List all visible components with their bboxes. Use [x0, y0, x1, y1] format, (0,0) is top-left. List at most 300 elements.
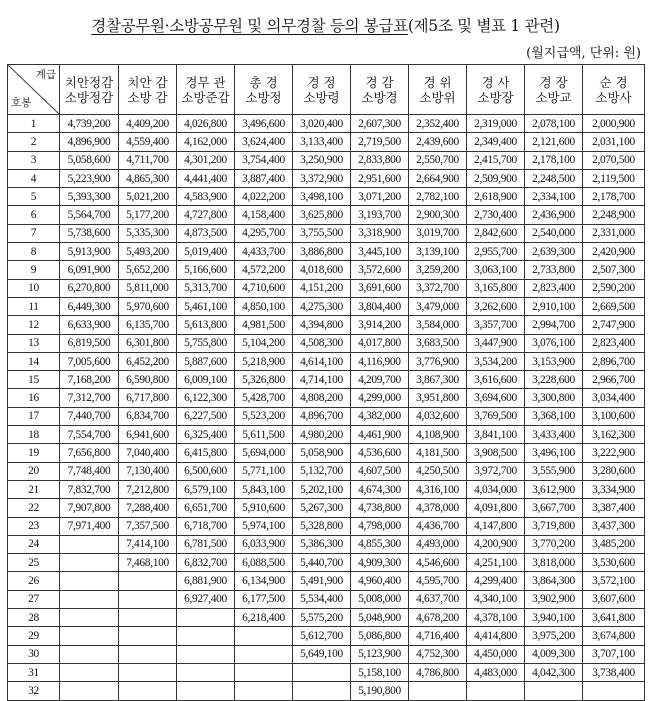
- salary-cell: [119, 645, 177, 663]
- salary-cell: 4,980,200: [293, 426, 351, 444]
- unit-note: (월지급액, 단위: 원): [526, 46, 641, 61]
- salary-cell: 5,190,800: [351, 682, 409, 700]
- salary-cell: 3,754,400: [235, 151, 293, 169]
- salary-cell: 3,357,700: [467, 316, 525, 334]
- salary-cell: [60, 682, 119, 700]
- salary-cell: 2,900,300: [409, 206, 467, 224]
- step-cell: 15: [8, 371, 60, 389]
- salary-cell: 3,534,200: [467, 352, 525, 370]
- salary-cell: 6,325,400: [177, 426, 235, 444]
- header-row: [8, 65, 645, 115]
- salary-cell: 3,886,800: [293, 243, 351, 261]
- salary-cell: 3,479,000: [409, 297, 467, 315]
- salary-cell: 5,335,300: [119, 224, 177, 242]
- salary-cell: 6,633,900: [60, 316, 119, 334]
- salary-cell: 3,318,900: [351, 224, 409, 242]
- column-header: [467, 65, 525, 115]
- salary-cell: 4,808,200: [293, 389, 351, 407]
- police-rank: 경 감: [365, 74, 394, 90]
- salary-cell: 5,132,700: [293, 462, 351, 480]
- step-cell: 16: [8, 389, 60, 407]
- salary-cell: [60, 535, 119, 553]
- step-cell: 30: [8, 645, 60, 663]
- salary-cell: 5,910,600: [235, 499, 293, 517]
- column-header: [235, 65, 293, 115]
- salary-cell: 4,414,800: [467, 627, 525, 645]
- step-cell: 11: [8, 297, 60, 315]
- salary-cell: 3,719,800: [525, 517, 583, 535]
- salary-cell: 7,414,100: [119, 535, 177, 553]
- salary-cell: 6,415,800: [177, 444, 235, 462]
- fire-rank: 소방경: [361, 89, 398, 105]
- salary-cell: 3,259,200: [409, 261, 467, 279]
- salary-cell: 3,262,600: [467, 297, 525, 315]
- salary-cell: 3,584,000: [409, 316, 467, 334]
- salary-cell: 3,738,400: [583, 663, 645, 681]
- salary-cell: 5,218,900: [235, 352, 293, 370]
- salary-cell: 3,694,600: [467, 389, 525, 407]
- salary-cell: 5,008,000: [351, 590, 409, 608]
- step-label: 호봉: [11, 97, 32, 109]
- salary-cell: 4,378,100: [467, 609, 525, 627]
- salary-cell: 4,378,000: [409, 499, 467, 517]
- salary-cell: 3,691,600: [351, 279, 409, 297]
- salary-cell: 2,782,100: [409, 188, 467, 206]
- step-cell: 14: [8, 352, 60, 370]
- police-rank: 치안 감: [127, 74, 168, 90]
- salary-cell: 3,755,500: [293, 224, 351, 242]
- salary-cell: 4,340,100: [467, 590, 525, 608]
- salary-cell: 5,328,800: [293, 517, 351, 535]
- police-rank: 경 정: [307, 74, 336, 90]
- salary-cell: 5,021,200: [119, 188, 177, 206]
- table-row: [8, 499, 645, 517]
- salary-cell: 2,833,800: [351, 151, 409, 169]
- salary-cell: [119, 609, 177, 627]
- table-row: [8, 115, 645, 133]
- salary-cell: 4,536,600: [351, 444, 409, 462]
- salary-cell: 4,034,000: [467, 480, 525, 498]
- step-cell: 2: [8, 133, 60, 151]
- salary-cell: 5,267,300: [293, 499, 351, 517]
- salary-cell: 3,908,500: [467, 444, 525, 462]
- salary-cell: 5,575,200: [293, 609, 351, 627]
- salary-cell: 3,165,800: [467, 279, 525, 297]
- salary-cell: 4,461,900: [351, 426, 409, 444]
- salary-cell: 4,546,600: [409, 554, 467, 572]
- salary-cell: [293, 682, 351, 700]
- salary-cell: 3,625,800: [293, 206, 351, 224]
- table-row: [8, 188, 645, 206]
- salary-cell: 6,009,100: [177, 371, 235, 389]
- step-cell: 13: [8, 334, 60, 352]
- table-row: [8, 627, 645, 645]
- salary-cell: 4,716,400: [409, 627, 467, 645]
- salary-cell: 2,618,900: [467, 188, 525, 206]
- step-cell: 1: [8, 115, 60, 133]
- salary-cell: 4,595,700: [409, 572, 467, 590]
- salary-cell: 3,572,100: [583, 572, 645, 590]
- column-header: [60, 65, 119, 115]
- salary-cell: 2,639,300: [525, 243, 583, 261]
- salary-cell: 5,649,100: [293, 645, 351, 663]
- column-header: [119, 65, 177, 115]
- salary-cell: 7,357,500: [119, 517, 177, 535]
- table-row: [8, 572, 645, 590]
- salary-cell: [177, 645, 235, 663]
- salary-cell: [119, 627, 177, 645]
- table-row: [8, 426, 645, 444]
- table-row: [8, 151, 645, 169]
- salary-cell: 6,088,500: [235, 554, 293, 572]
- salary-cell: 4,855,300: [351, 535, 409, 553]
- salary-cell: 3,280,600: [583, 462, 645, 480]
- police-rank: 순 경: [599, 74, 628, 90]
- salary-cell: 3,612,900: [525, 480, 583, 498]
- salary-cell: 5,223,900: [60, 169, 119, 187]
- column-header: [583, 65, 645, 115]
- salary-cell: 2,070,500: [583, 151, 645, 169]
- salary-cell: [60, 609, 119, 627]
- salary-cell: 5,974,100: [235, 517, 293, 535]
- salary-cell: 2,352,400: [409, 115, 467, 133]
- salary-cell: 4,299,000: [351, 389, 409, 407]
- salary-cell: 3,530,600: [583, 554, 645, 572]
- salary-cell: 6,718,700: [177, 517, 235, 535]
- salary-cell: 3,250,900: [293, 151, 351, 169]
- salary-cell: 4,147,800: [467, 517, 525, 535]
- salary-cell: 7,040,400: [119, 444, 177, 462]
- fire-rank: 소방사: [595, 89, 632, 105]
- salary-cell: 4,752,300: [409, 645, 467, 663]
- salary-cell: 5,523,200: [235, 407, 293, 425]
- salary-cell: 3,496,100: [525, 444, 583, 462]
- table-row: [8, 444, 645, 462]
- salary-cell: 4,209,700: [351, 371, 409, 389]
- salary-cell: 3,498,100: [293, 188, 351, 206]
- police-rank: 총 경: [249, 74, 278, 90]
- police-rank: 경무 관: [185, 74, 226, 90]
- salary-cell: 3,153,900: [525, 352, 583, 370]
- salary-cell: 2,669,500: [583, 297, 645, 315]
- salary-cell: 3,641,800: [583, 609, 645, 627]
- police-rank: 경 사: [481, 74, 510, 90]
- step-cell: 9: [8, 261, 60, 279]
- salary-cell: 3,804,400: [351, 297, 409, 315]
- table-row: [8, 297, 645, 315]
- salary-cell: [177, 609, 235, 627]
- table-row: [8, 590, 645, 608]
- salary-cell: 3,071,200: [351, 188, 409, 206]
- salary-cell: 4,714,100: [293, 371, 351, 389]
- salary-cell: 6,819,500: [60, 334, 119, 352]
- salary-cell: 3,572,600: [351, 261, 409, 279]
- salary-cell: 2,540,000: [525, 224, 583, 242]
- step-cell: 5: [8, 188, 60, 206]
- salary-cell: 5,887,600: [177, 352, 235, 370]
- salary-cell: 4,382,000: [351, 407, 409, 425]
- salary-cell: 5,771,100: [235, 462, 293, 480]
- salary-cell: 2,415,700: [467, 151, 525, 169]
- salary-cell: 6,270,800: [60, 279, 119, 297]
- step-cell: 4: [8, 169, 60, 187]
- salary-cell: 2,349,400: [467, 133, 525, 151]
- salary-cell: 4,850,100: [235, 297, 293, 315]
- salary-cell: 2,031,100: [583, 133, 645, 151]
- salary-cell: 4,251,100: [467, 554, 525, 572]
- column-header: [351, 65, 409, 115]
- salary-cell: 3,972,700: [467, 462, 525, 480]
- salary-cell: 4,739,200: [60, 115, 119, 133]
- salary-cell: 4,483,000: [467, 663, 525, 681]
- salary-cell: 6,834,700: [119, 407, 177, 425]
- salary-cell: 3,674,800: [583, 627, 645, 645]
- salary-cell: 5,843,100: [235, 480, 293, 498]
- salary-cell: [177, 682, 235, 700]
- salary-cell: 3,133,400: [293, 133, 351, 151]
- salary-cell: 6,941,600: [119, 426, 177, 444]
- salary-cell: 5,440,700: [293, 554, 351, 572]
- salary-cell: 4,441,400: [177, 169, 235, 187]
- step-cell: 24: [8, 535, 60, 553]
- salary-cell: 5,738,600: [60, 224, 119, 242]
- salary-cell: 5,491,900: [293, 572, 351, 590]
- salary-cell: 3,607,600: [583, 590, 645, 608]
- salary-cell: 5,613,800: [177, 316, 235, 334]
- salary-cell: 3,914,200: [351, 316, 409, 334]
- table-row: [8, 334, 645, 352]
- salary-cell: 4,316,100: [409, 480, 467, 498]
- step-cell: 19: [8, 444, 60, 462]
- salary-cell: [235, 663, 293, 681]
- salary-cell: 4,572,200: [235, 261, 293, 279]
- salary-cell: 4,022,200: [235, 188, 293, 206]
- salary-cell: 6,717,800: [119, 389, 177, 407]
- salary-cell: 3,616,600: [467, 371, 525, 389]
- fire-rank: 소방 감: [127, 89, 168, 105]
- step-cell: 23: [8, 517, 60, 535]
- table-row: [8, 407, 645, 425]
- salary-cell: 4,727,800: [177, 206, 235, 224]
- salary-cell: 3,624,400: [235, 133, 293, 151]
- salary-cell: [60, 645, 119, 663]
- salary-cell: 5,913,900: [60, 243, 119, 261]
- salary-cell: [235, 682, 293, 700]
- salary-cell: 5,104,200: [235, 334, 293, 352]
- salary-cell: 3,940,100: [525, 609, 583, 627]
- table-body: [8, 115, 645, 701]
- salary-cell: [409, 682, 467, 700]
- salary-cell: 4,032,600: [409, 407, 467, 425]
- salary-cell: 6,881,900: [177, 572, 235, 590]
- salary-cell: [60, 627, 119, 645]
- salary-cell: 2,507,300: [583, 261, 645, 279]
- salary-cell: 6,651,700: [177, 499, 235, 517]
- salary-cell: [525, 682, 583, 700]
- salary-cell: 2,910,100: [525, 297, 583, 315]
- salary-cell: 4,896,900: [60, 133, 119, 151]
- salary-cell: 3,818,000: [525, 554, 583, 572]
- salary-cell: 2,747,900: [583, 316, 645, 334]
- step-cell: 32: [8, 682, 60, 700]
- salary-cell: 3,769,500: [467, 407, 525, 425]
- table-row: [8, 371, 645, 389]
- salary-cell: 5,755,800: [177, 334, 235, 352]
- salary-cell: 3,667,700: [525, 499, 583, 517]
- salary-cell: 3,300,800: [525, 389, 583, 407]
- salary-cell: 4,711,700: [119, 151, 177, 169]
- salary-cell: 5,612,700: [293, 627, 351, 645]
- table-row: [8, 133, 645, 151]
- salary-cell: 7,832,700: [60, 480, 119, 498]
- corner-cell: [8, 65, 60, 115]
- salary-cell: 5,970,600: [119, 297, 177, 315]
- salary-cell: 7,312,700: [60, 389, 119, 407]
- fire-rank: 소방정감: [64, 89, 114, 105]
- salary-cell: 2,248,500: [525, 169, 583, 187]
- table-row: [8, 352, 645, 370]
- salary-cell: 3,222,900: [583, 444, 645, 462]
- salary-cell: 4,158,400: [235, 206, 293, 224]
- salary-cell: 3,368,100: [525, 407, 583, 425]
- fire-rank: 소방위: [419, 89, 456, 105]
- salary-cell: 2,823,400: [525, 279, 583, 297]
- salary-cell: 2,607,300: [351, 115, 409, 133]
- salary-cell: 3,334,900: [583, 480, 645, 498]
- salary-cell: 2,334,100: [525, 188, 583, 206]
- salary-cell: 4,181,500: [409, 444, 467, 462]
- salary-cell: 6,832,700: [177, 554, 235, 572]
- salary-cell: 5,694,000: [235, 444, 293, 462]
- salary-cell: 3,372,900: [293, 169, 351, 187]
- salary-cell: 7,212,800: [119, 480, 177, 498]
- salary-cell: [60, 663, 119, 681]
- salary-cell: [177, 663, 235, 681]
- salary-cell: 7,468,100: [119, 554, 177, 572]
- salary-cell: 2,436,900: [525, 206, 583, 224]
- salary-cell: 3,228,600: [525, 371, 583, 389]
- salary-cell: 6,781,500: [177, 535, 235, 553]
- salary-cell: 3,447,900: [467, 334, 525, 352]
- salary-cell: 2,178,700: [583, 188, 645, 206]
- salary-cell: 4,493,000: [409, 535, 467, 553]
- step-cell: 17: [8, 407, 60, 425]
- salary-cell: 4,786,800: [409, 663, 467, 681]
- salary-cell: 6,500,600: [177, 462, 235, 480]
- salary-cell: 3,162,300: [583, 426, 645, 444]
- salary-cell: 3,555,900: [525, 462, 583, 480]
- salary-cell: 3,019,700: [409, 224, 467, 242]
- table-row: [8, 279, 645, 297]
- salary-cell: 4,151,200: [293, 279, 351, 297]
- salary-cell: 3,951,800: [409, 389, 467, 407]
- salary-cell: [60, 554, 119, 572]
- salary-cell: 5,493,200: [119, 243, 177, 261]
- salary-cell: 7,005,600: [60, 352, 119, 370]
- table-row: [8, 389, 645, 407]
- step-cell: 10: [8, 279, 60, 297]
- salary-cell: 2,331,000: [583, 224, 645, 242]
- salary-cell: 7,554,700: [60, 426, 119, 444]
- salary-cell: 4,295,700: [235, 224, 293, 242]
- police-rank: 경 위: [423, 74, 452, 90]
- salary-cell: 3,864,300: [525, 572, 583, 590]
- salary-cell: 5,611,500: [235, 426, 293, 444]
- salary-cell: 3,139,100: [409, 243, 467, 261]
- salary-cell: 4,299,400: [467, 572, 525, 590]
- salary-cell: 4,674,300: [351, 480, 409, 498]
- salary-cell: 4,981,500: [235, 316, 293, 334]
- salary-cell: 4,436,700: [409, 517, 467, 535]
- salary-cell: 3,485,200: [583, 535, 645, 553]
- salary-cell: 5,534,400: [293, 590, 351, 608]
- salary-cell: 4,009,300: [525, 645, 583, 663]
- salary-cell: 4,865,300: [119, 169, 177, 187]
- salary-cell: 4,409,200: [119, 115, 177, 133]
- salary-cell: 5,166,600: [177, 261, 235, 279]
- salary-cell: [119, 572, 177, 590]
- salary-cell: 3,867,300: [409, 371, 467, 389]
- salary-cell: 7,440,700: [60, 407, 119, 425]
- salary-cell: [177, 627, 235, 645]
- step-cell: 8: [8, 243, 60, 261]
- salary-cell: 5,058,600: [60, 151, 119, 169]
- salary-cell: 4,275,300: [293, 297, 351, 315]
- step-cell: 7: [8, 224, 60, 242]
- salary-cell: 5,123,900: [351, 645, 409, 663]
- salary-cell: [60, 590, 119, 608]
- salary-cell: 5,428,700: [235, 389, 293, 407]
- salary-cell: 4,637,700: [409, 590, 467, 608]
- salary-cell: 2,509,900: [467, 169, 525, 187]
- salary-cell: 4,017,800: [351, 334, 409, 352]
- rank-label: 계급: [35, 69, 56, 81]
- column-header: [293, 65, 351, 115]
- salary-cell: [235, 645, 293, 663]
- salary-cell: 3,372,700: [409, 279, 467, 297]
- salary-cell: 4,896,700: [293, 407, 351, 425]
- salary-cell: 6,927,400: [177, 590, 235, 608]
- document-title: [0, 14, 651, 36]
- salary-cell: 5,393,300: [60, 188, 119, 206]
- step-cell: 26: [8, 572, 60, 590]
- salary-cell: 3,902,900: [525, 590, 583, 608]
- column-header: [525, 65, 583, 115]
- salary-cell: 5,202,100: [293, 480, 351, 498]
- salary-cell: 4,394,800: [293, 316, 351, 334]
- salary-cell: 2,896,700: [583, 352, 645, 370]
- salary-cell: [119, 663, 177, 681]
- salary-cell: 2,178,100: [525, 151, 583, 169]
- salary-cell: 2,119,500: [583, 169, 645, 187]
- salary-cell: 3,445,100: [351, 243, 409, 261]
- salary-cell: 7,288,400: [119, 499, 177, 517]
- salary-cell: 6,590,800: [119, 371, 177, 389]
- salary-cell: 3,770,200: [525, 535, 583, 553]
- salary-cell: 3,433,400: [525, 426, 583, 444]
- salary-cell: 5,811,000: [119, 279, 177, 297]
- salary-cell: 2,730,400: [467, 206, 525, 224]
- salary-cell: 5,048,900: [351, 609, 409, 627]
- salary-table: [7, 64, 645, 701]
- salary-cell: 3,841,100: [467, 426, 525, 444]
- salary-cell: 5,158,100: [351, 663, 409, 681]
- salary-cell: 4,909,300: [351, 554, 409, 572]
- table-row: [8, 224, 645, 242]
- salary-cell: 2,951,600: [351, 169, 409, 187]
- salary-cell: 5,652,200: [119, 261, 177, 279]
- salary-cell: [60, 572, 119, 590]
